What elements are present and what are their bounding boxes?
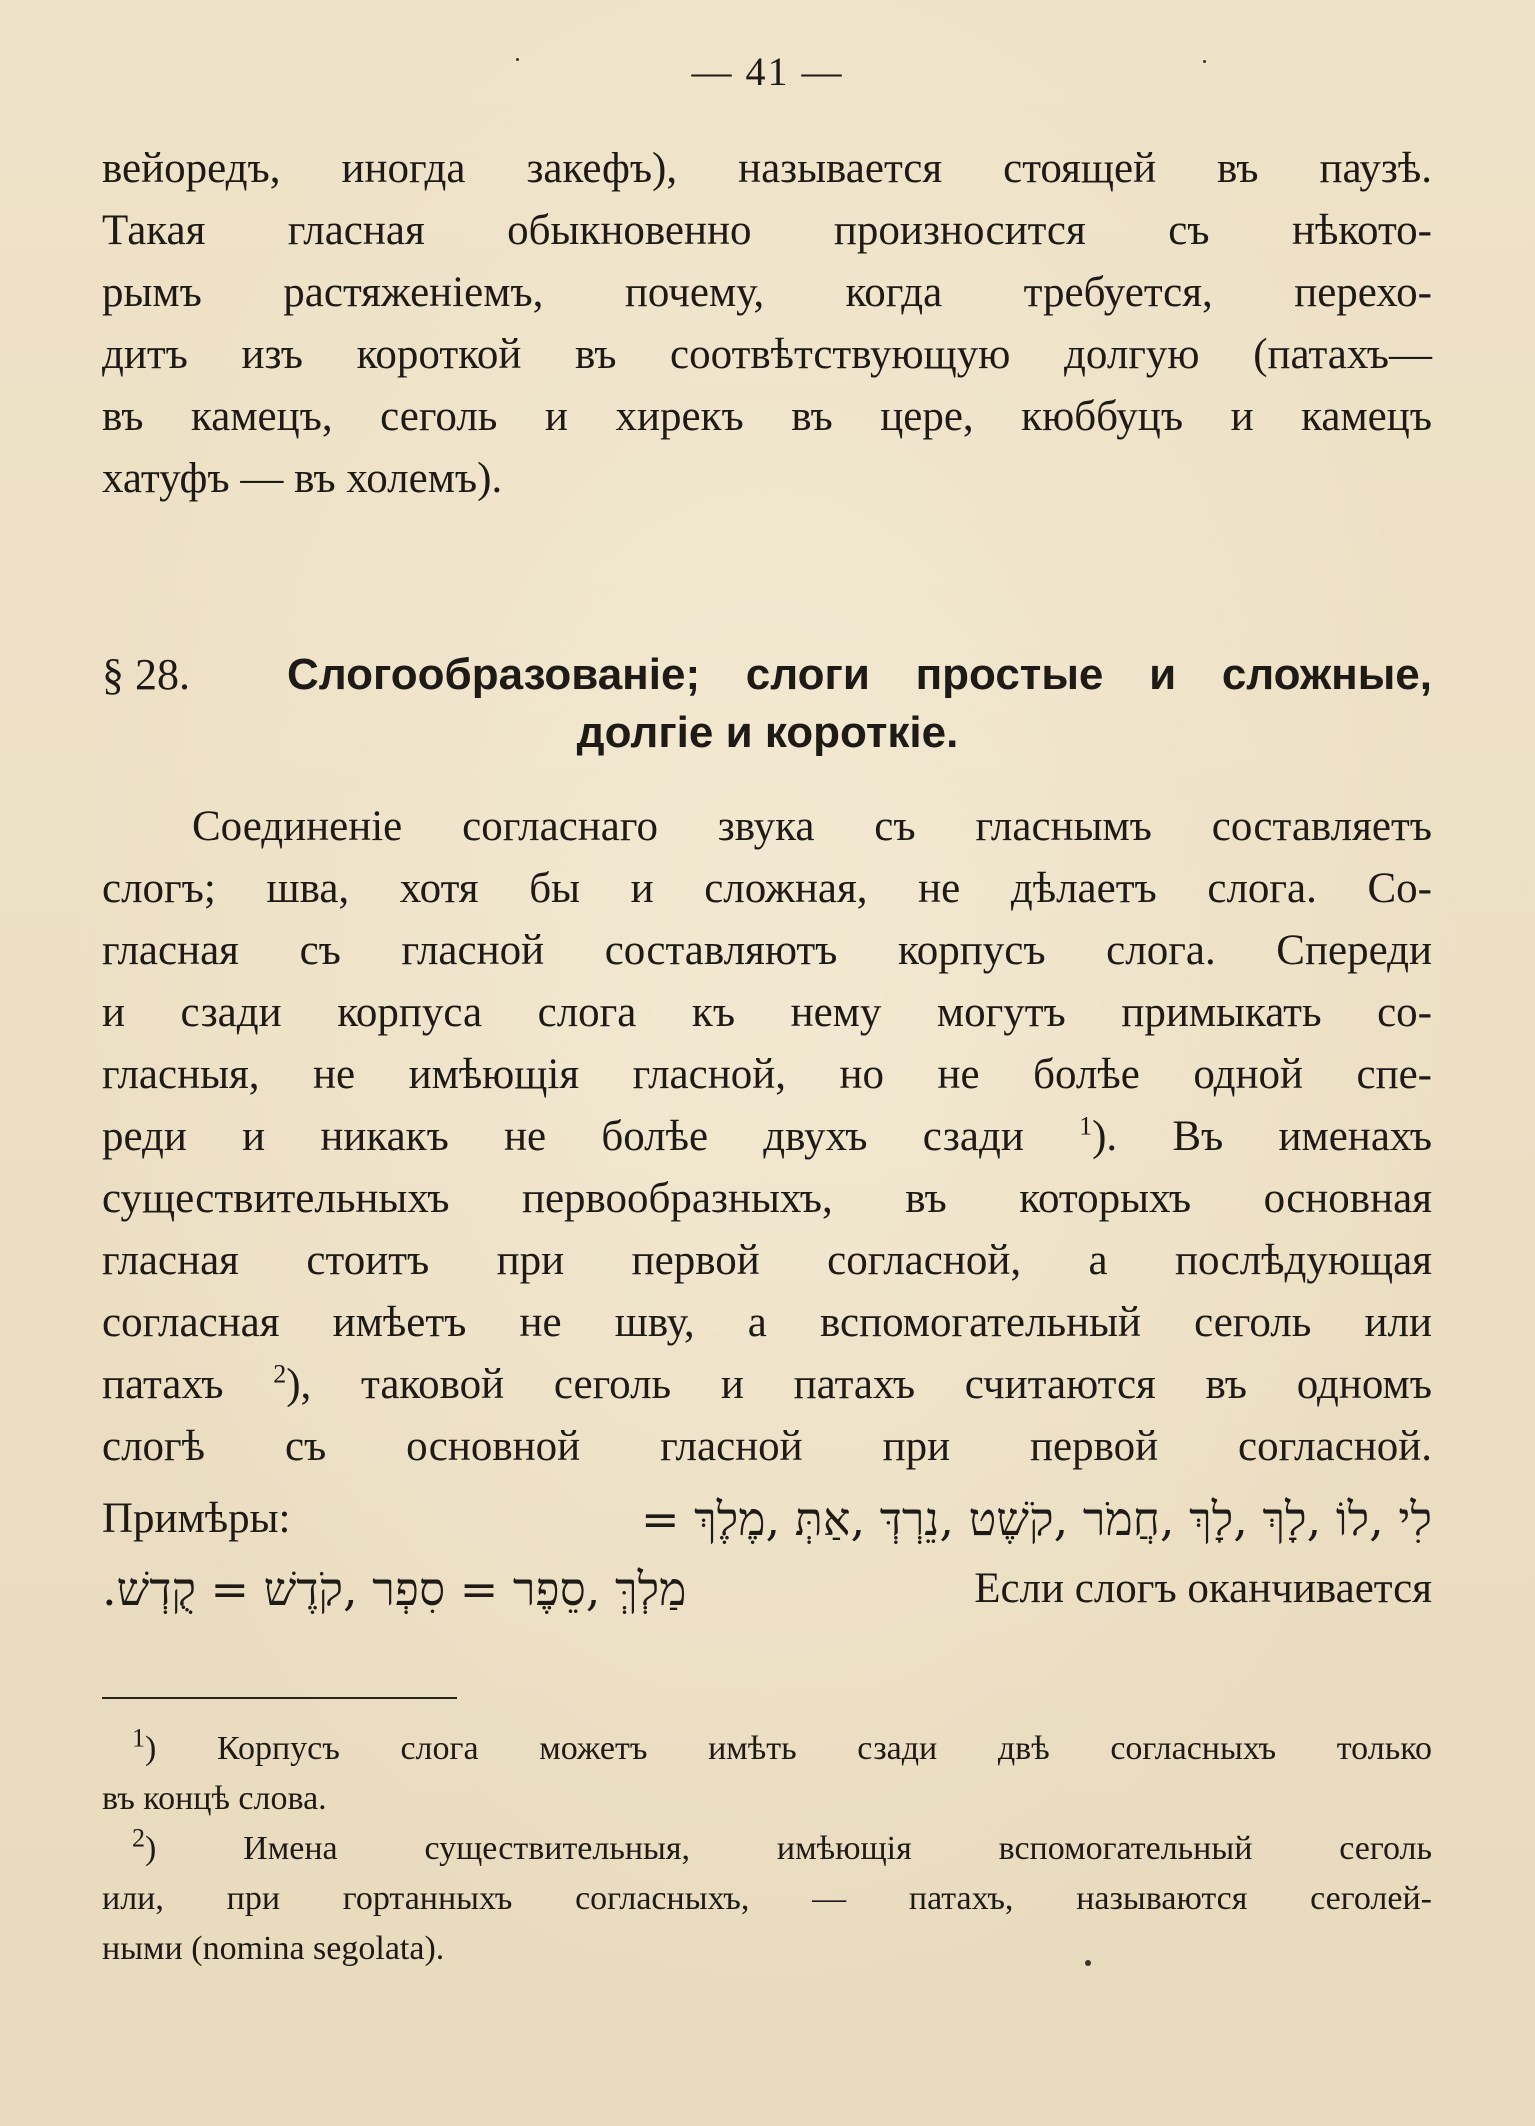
examples-line-2 [102, 1556, 1432, 1625]
paragraph-2-line-4: и сзади корпуса слога къ нему могутъ примыкать со- [102, 989, 1432, 1036]
scan-speck [516, 58, 519, 61]
section-title-line-1: Слогообразованіе; слоги простые и сложные, [287, 650, 1432, 699]
scan-speck [1203, 60, 1206, 63]
footnote-2-line-3: ными (nomina segolata). [102, 1930, 445, 1967]
paragraph-1-line-5: въ камецъ, сеголь и хирекъ въ цере, кюббуцъ и камецъ [102, 393, 1432, 440]
paragraph-2-line-9: согласная имѣетъ не шву, а вспомогательный сеголь или [102, 1299, 1432, 1346]
paragraph-2-line-10-tail: ), таковой сеголь и патахъ считаются въ одномъ [286, 1361, 1432, 1408]
footnote-ref-1[interactable]: 1 [1079, 1111, 1093, 1141]
footnote-divider [102, 1697, 457, 1699]
examples-line-2-tail: Если слогъ оканчивается [974, 1565, 1432, 1612]
section-title-line-2: долгіе и короткіе. [576, 708, 959, 757]
footnote-2-line-2: или, при гортанныхъ согласныхъ, — патахъ, называются сеголей- [102, 1880, 1432, 1917]
paragraph-2-line-6 [102, 1106, 1432, 1168]
footnote-1-line-1 [132, 1724, 1432, 1774]
examples-label: Примѣры: [102, 1495, 291, 1542]
paragraph-2-line-6-text: реди и никакъ не болѣе двухъ сзади [102, 1113, 1024, 1160]
paragraph-2-line-1: Соединеніе согласнаго звука съ гласнымъ составляетъ [192, 803, 1432, 850]
footnote-2-marker: 2 [132, 1823, 145, 1853]
scan-speck [1085, 1960, 1091, 1966]
paragraph-1-line-6: хатуфъ — въ холемъ). [102, 455, 503, 502]
examples-line-1 [102, 1486, 1432, 1552]
paragraph-2-line-7: существительныхъ первообразныхъ, въ которыхъ основная [102, 1175, 1432, 1222]
section-number: § 28. [102, 650, 190, 699]
footnote-1-marker: 1 [132, 1723, 145, 1753]
footnote-2-line-1 [132, 1824, 1432, 1874]
footnote-2-text: ) Имена существительныя, имѣющія вспомогательный сеголь [145, 1830, 1432, 1867]
paragraph-2-line-8: гласная стоитъ при первой согласной, а послѣдующая [102, 1237, 1432, 1284]
footnote-ref-2[interactable]: 2 [273, 1359, 287, 1389]
paragraph-2-line-10-text: патахъ [102, 1361, 224, 1408]
paragraph-1-line-3: рымъ растяженіемъ, почему, когда требуется, перехо- [102, 269, 1432, 316]
paragraph-2-line-2: слогъ; шва, хотя бы и сложная, не дѣлаетъ слога. Со- [102, 865, 1432, 912]
paragraph-2-line-11: слогѣ съ основной гласной при первой согласной. [102, 1423, 1432, 1470]
page-number: — 41 — [691, 49, 844, 94]
examples-hebrew-2: מַלְךְּ ,סֵפֶר = סִפְר ,קֹדֶשׁ = קֻדְשׁ. [102, 1562, 687, 1616]
examples-hebrew-1: לִי ,לוֹ ,לָךְ ,לָךְ ,חֲמֹר ,קֹשֶׁט ,נֵרְדְּ ,אַתְּ ,מֶלֶךְ = [641, 1492, 1432, 1546]
footnote-1-line-2: въ концѣ слова. [102, 1780, 327, 1817]
footnote-1-text: ) Корпусъ слога можетъ имѣть сзади двѣ согласныхъ только [145, 1730, 1432, 1767]
paragraph-2-line-3: гласная съ гласной составляютъ корпусъ слога. Спереди [102, 927, 1432, 974]
paragraph-2-line-10 [102, 1354, 1432, 1416]
paragraph-1-line-4: дитъ изъ короткой въ соотвѣтствующую долгую (патахъ— [102, 331, 1432, 378]
paragraph-2-line-5: гласныя, не имѣющія гласной, но не болѣе одной спе- [102, 1051, 1432, 1098]
paragraph-2-line-6-tail: ). Въ именахъ [1092, 1113, 1432, 1160]
paragraph-1-line-1: вейоредъ, иногда закефъ), называется стоящей въ паузѣ. [102, 145, 1432, 192]
paragraph-1-line-2: Такая гласная обыкновенно произносится съ нѣкото- [102, 207, 1432, 254]
